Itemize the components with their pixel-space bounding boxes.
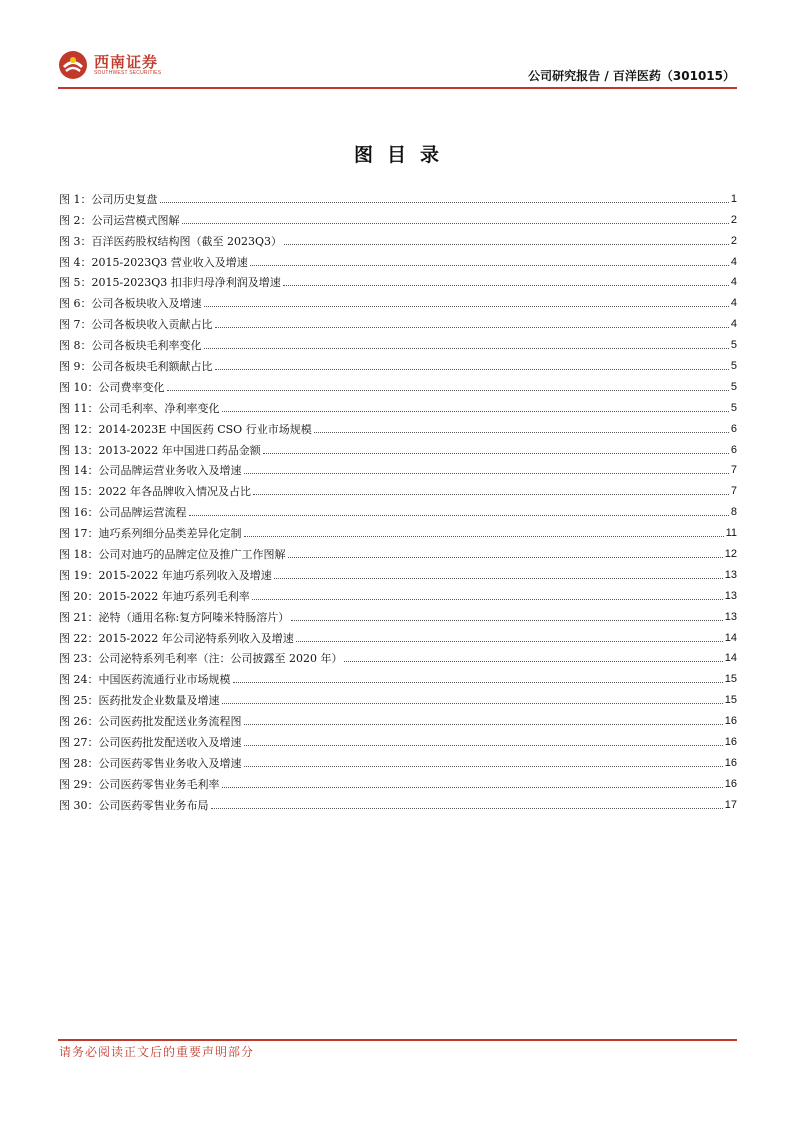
toc-dot-leader	[296, 641, 723, 642]
toc-entry-label[interactable]: 图 25：医药批发企业数量及增速	[59, 694, 220, 708]
toc-entry-page-number[interactable]: 4	[730, 276, 737, 289]
toc-entry-page-number[interactable]: 16	[724, 715, 737, 728]
toc-entry-label[interactable]: 图 22：2015-2022 年公司泌特系列收入及增速	[59, 631, 294, 645]
toc-entry-page-number[interactable]: 2	[730, 234, 737, 247]
toc-dot-leader	[283, 285, 729, 286]
toc-entry-page-number[interactable]: 13	[724, 610, 737, 623]
toc-entry[interactable]	[59, 561, 737, 582]
toc-entry[interactable]	[59, 791, 737, 812]
toc-entry[interactable]	[59, 749, 737, 770]
toc-entry-page-number[interactable]: 7	[730, 464, 737, 477]
footer-divider	[58, 1039, 737, 1041]
toc-entry-label[interactable]: 图 18：公司对迪巧的品牌定位及推广工作图解	[59, 548, 286, 562]
toc-dot-leader	[250, 265, 729, 266]
toc-entry[interactable]	[59, 331, 737, 352]
toc-entry[interactable]	[59, 498, 737, 519]
toc-dot-leader	[244, 745, 723, 746]
toc-entry-label[interactable]: 图 29：公司医药零售业务毛利率	[59, 777, 220, 791]
toc-entry-page-number[interactable]: 12	[724, 548, 737, 561]
toc-entry-label[interactable]: 图 7：公司各板块收入贡献占比	[59, 318, 213, 332]
toc-entry-page-number[interactable]: 4	[730, 255, 737, 268]
toc-dot-leader	[182, 223, 729, 224]
toc-entry-label[interactable]: 图 23：公司泌特系列毛利率（注：公司披露至 2020 年）	[59, 652, 343, 666]
toc-entry-page-number[interactable]: 13	[724, 568, 737, 581]
toc-entry-label[interactable]: 图 17：迪巧系列细分品类差异化定制	[59, 527, 242, 541]
toc-dot-leader	[244, 766, 723, 767]
toc-entry[interactable]	[59, 728, 737, 749]
toc-entry[interactable]	[59, 352, 737, 373]
toc-entry-label[interactable]: 图 2：公司运营模式图解	[59, 213, 180, 227]
toc-entry[interactable]	[59, 289, 737, 310]
toc-dot-leader	[274, 578, 723, 579]
toc-dot-leader	[244, 473, 729, 474]
toc-entry-label[interactable]: 图 6：公司各板块收入及增速	[59, 297, 202, 311]
toc-entry-label[interactable]: 图 13：2013-2022 年中国进口药品金额	[59, 443, 261, 457]
toc-entry-label[interactable]: 图 11：公司毛利率、净利率变化	[59, 401, 220, 415]
southwest-securities-logo-icon	[58, 50, 88, 80]
toc-dot-leader	[253, 494, 729, 495]
toc-entry[interactable]	[59, 436, 737, 457]
toc-entry[interactable]	[59, 665, 737, 686]
toc-entry-page-number[interactable]: 7	[730, 485, 737, 498]
toc-dot-leader	[167, 390, 729, 391]
toc-dot-leader	[204, 348, 729, 349]
toc-dot-leader	[314, 432, 729, 433]
toc-entry-label[interactable]: 图 21：泌特（通用名称:复方阿嗪米特肠溶片）	[59, 610, 290, 624]
toc-entry-page-number[interactable]: 16	[724, 736, 737, 749]
toc-entry[interactable]	[59, 373, 737, 394]
toc-entry[interactable]	[59, 582, 737, 603]
toc-entry-page-number[interactable]: 13	[724, 589, 737, 602]
toc-entry-page-number[interactable]: 11	[725, 527, 737, 540]
toc-dot-leader	[211, 808, 723, 809]
toc-entry-page-number[interactable]: 6	[730, 443, 737, 456]
toc-entry[interactable]	[59, 707, 737, 728]
toc-entry[interactable]	[59, 603, 737, 624]
toc-entry-page-number[interactable]: 17	[724, 798, 737, 811]
toc-entry[interactable]	[59, 248, 737, 269]
toc-dot-leader	[222, 787, 723, 788]
toc-entry-label[interactable]: 图 16：公司品牌运营流程	[59, 506, 187, 520]
toc-entry-page-number[interactable]: 5	[730, 380, 737, 393]
toc-entry-label[interactable]: 图 24：中国医药流通行业市场规模	[59, 673, 231, 687]
toc-entry-page-number[interactable]: 4	[730, 297, 737, 310]
report-header-label: 公司研究报告 / 百洋医药（301015）	[528, 69, 735, 83]
toc-entry-label[interactable]: 图 10：公司费率变化	[59, 380, 165, 394]
toc-dot-leader	[244, 536, 724, 537]
toc-entry-page-number[interactable]: 5	[730, 360, 737, 373]
toc-entry-label[interactable]: 图 8：公司各板块毛利率变化	[59, 339, 202, 353]
toc-entry-page-number[interactable]: 5	[730, 339, 737, 352]
company-logo	[58, 49, 161, 81]
toc-entry-label[interactable]: 图 4：2015-2023Q3 营业收入及增速	[59, 255, 248, 269]
toc-entry[interactable]	[59, 457, 737, 478]
toc-entry-label[interactable]: 图 14：公司品牌运营业务收入及增速	[59, 464, 242, 478]
toc-entry[interactable]	[59, 624, 737, 645]
toc-dot-leader	[244, 724, 723, 725]
toc-entry-page-number[interactable]: 15	[724, 694, 737, 707]
toc-entry-page-number[interactable]: 16	[724, 756, 737, 769]
logo-chinese-name: 西南证券	[94, 52, 159, 71]
toc-entry-label[interactable]: 图 28：公司医药零售业务收入及增速	[59, 756, 242, 770]
toc-entry-label[interactable]: 图 1：公司历史复盘	[59, 192, 158, 206]
toc-entry[interactable]	[59, 206, 737, 227]
toc-dot-leader	[222, 411, 729, 412]
logo-english-name: SOUTHWEST SECURITIES	[94, 69, 162, 76]
toc-entry-page-number[interactable]: 14	[724, 652, 737, 665]
toc-dot-leader	[215, 369, 729, 370]
toc-entry-label[interactable]: 图 27：公司医药批发配送收入及增速	[59, 736, 242, 750]
toc-entry[interactable]	[59, 269, 737, 290]
toc-dot-leader	[252, 599, 723, 600]
toc-entry[interactable]	[59, 310, 737, 331]
toc-entry-page-number[interactable]: 8	[730, 506, 737, 519]
toc-dot-leader	[222, 703, 723, 704]
toc-entry[interactable]	[59, 227, 737, 248]
toc-entry-page-number[interactable]: 15	[724, 673, 737, 686]
toc-dot-leader	[288, 557, 723, 558]
page-title: 图目录	[353, 144, 453, 166]
toc-entry-label[interactable]: 图 9：公司各板块毛利额献占比	[59, 360, 213, 374]
toc-entry[interactable]	[59, 477, 737, 498]
toc-dot-leader	[160, 202, 729, 203]
figure-list	[59, 185, 737, 812]
toc-dot-leader	[291, 620, 723, 621]
toc-entry-page-number[interactable]: 16	[724, 777, 737, 790]
toc-entry[interactable]	[59, 519, 737, 540]
toc-entry-label[interactable]: 图 15：2022 年各品牌收入情况及占比	[59, 485, 251, 499]
toc-entry[interactable]	[59, 415, 737, 436]
toc-entry-label[interactable]: 图 5：2015-2023Q3 扣非归母净利润及增速	[59, 276, 281, 290]
toc-entry-label[interactable]: 图 12：2014-2023E 中国医药 CSO 行业市场规模	[59, 422, 312, 436]
toc-entry-label[interactable]: 图 19：2015-2022 年迪巧系列收入及增速	[59, 568, 272, 582]
toc-dot-leader	[204, 306, 729, 307]
toc-entry-label[interactable]: 图 26：公司医药批发配送业务流程图	[59, 715, 242, 729]
toc-entry-page-number[interactable]: 5	[730, 401, 737, 414]
toc-entry[interactable]	[59, 645, 737, 666]
toc-entry-label[interactable]: 图 20：2015-2022 年迪巧系列毛利率	[59, 589, 250, 603]
toc-dot-leader	[189, 515, 729, 516]
footer-disclaimer: 请务必阅读正文后的重要声明部分	[59, 1045, 255, 1059]
toc-entry[interactable]	[59, 394, 737, 415]
toc-dot-leader	[215, 327, 729, 328]
toc-entry[interactable]	[59, 686, 737, 707]
toc-dot-leader	[233, 682, 723, 683]
toc-dot-leader	[344, 661, 722, 662]
toc-entry[interactable]	[59, 185, 737, 206]
toc-dot-leader	[284, 244, 729, 245]
header-divider	[58, 87, 737, 89]
toc-entry-page-number[interactable]: 14	[724, 631, 737, 644]
toc-entry-page-number[interactable]: 6	[730, 422, 737, 435]
toc-entry-page-number[interactable]: 1	[730, 192, 737, 205]
toc-entry[interactable]	[59, 770, 737, 791]
toc-entry-label[interactable]: 图 30：公司医药零售业务布局	[59, 798, 209, 812]
toc-entry-label[interactable]: 图 3：百洋医药股权结构图（截至 2023Q3）	[59, 234, 283, 248]
toc-entry-page-number[interactable]: 4	[730, 318, 737, 331]
toc-entry-page-number[interactable]: 2	[730, 213, 737, 226]
toc-entry[interactable]	[59, 540, 737, 561]
toc-dot-leader	[263, 453, 729, 454]
